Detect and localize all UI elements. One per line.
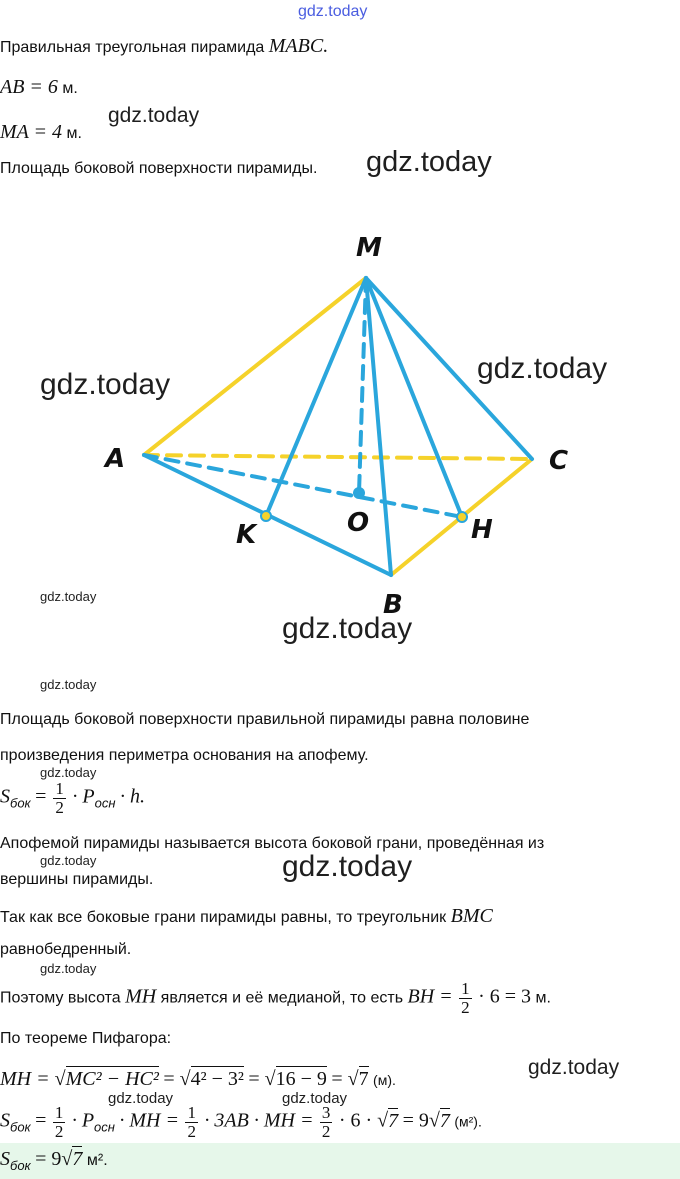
watermark: gdz.today xyxy=(477,352,608,385)
watermark: gdz.today xyxy=(40,961,97,976)
watermark: gdz.today xyxy=(528,1056,620,1079)
paragraph-3: Апофемой пирамиды называется высота боковой грани, проведённая из xyxy=(0,835,545,852)
label-k: K xyxy=(236,520,257,550)
edge-mc xyxy=(366,278,532,459)
watermark: gdz.today xyxy=(40,765,97,780)
line-ab: AB = 6 м. xyxy=(0,76,78,98)
formula-mh: MH = √MC² − HC² = √4² − 3² = √16 − 9 = √7 (м). xyxy=(0,1068,396,1090)
apothem-mh xyxy=(366,278,462,517)
edge-mb xyxy=(366,278,391,575)
height-mo xyxy=(359,278,366,493)
watermark: gdz.today xyxy=(108,1090,174,1107)
label-a: A xyxy=(105,444,126,474)
paragraph-2: произведения периметра основания на апофему. xyxy=(0,747,369,764)
paragraph-7: Поэтому высота MH является и её медианой, то есть BH = $\frac{1}{2}$ · 6 = 3 м. xyxy=(0,979,551,1017)
paragraph-1: Площадь боковой поверхности правильной пирамиды равна половине xyxy=(0,711,530,728)
watermark: gdz.today xyxy=(366,146,492,178)
watermark: gdz.today xyxy=(108,104,200,127)
paragraph-4: вершины пирамиды. xyxy=(0,871,154,888)
edge-ma xyxy=(144,278,366,455)
formula-s-calc: $S_{бок}$ = $\frac{1}{2}$ · $P_{осн}$ · MH = $\frac{1}{2}$ · 3AB · MH = $\frac{3}{2}$ · 6 · √7 = 9√7 (м²). xyxy=(0,1103,482,1141)
watermark: gdz.today xyxy=(40,589,97,604)
label-m: M xyxy=(356,233,382,263)
watermark: gdz.today xyxy=(40,368,171,401)
watermark: gdz.today xyxy=(40,677,97,692)
point-h xyxy=(457,512,467,522)
watermark: gdz.today xyxy=(40,853,97,868)
point-k xyxy=(261,511,271,521)
line-pyramid: Правильная треугольная пирамида MABC. xyxy=(0,35,329,57)
formula-s-bok: $S_{бок}$ = $\frac{1}{2}$ · $P_{осн} \cdot h$. xyxy=(0,779,145,817)
watermark: gdz.today xyxy=(282,1090,348,1107)
watermark: gdz.today xyxy=(282,612,413,645)
answer-line: $S_{бок} = 9√7$ м². xyxy=(0,1148,108,1173)
median-ah xyxy=(144,455,462,517)
paragraph-8: По теореме Пифагора: xyxy=(0,1030,172,1047)
label-h: H xyxy=(471,515,493,545)
line-ma: MA = 4 м. xyxy=(0,121,82,143)
watermark-top: gdz.today xyxy=(298,3,368,20)
label-b: B xyxy=(383,590,403,615)
pyramid-figure xyxy=(0,225,680,615)
label-o: O xyxy=(347,508,370,538)
point-o xyxy=(353,487,365,499)
edge-ac xyxy=(144,455,532,459)
paragraph-5: Так как все боковые грани пирамиды равны, то треугольник BMC xyxy=(0,905,493,927)
paragraph-6: равнобедренный. xyxy=(0,941,132,958)
watermark: gdz.today xyxy=(282,850,413,883)
label-c: C xyxy=(549,446,569,476)
line-task: Площадь боковой поверхности пирамиды. xyxy=(0,160,318,177)
